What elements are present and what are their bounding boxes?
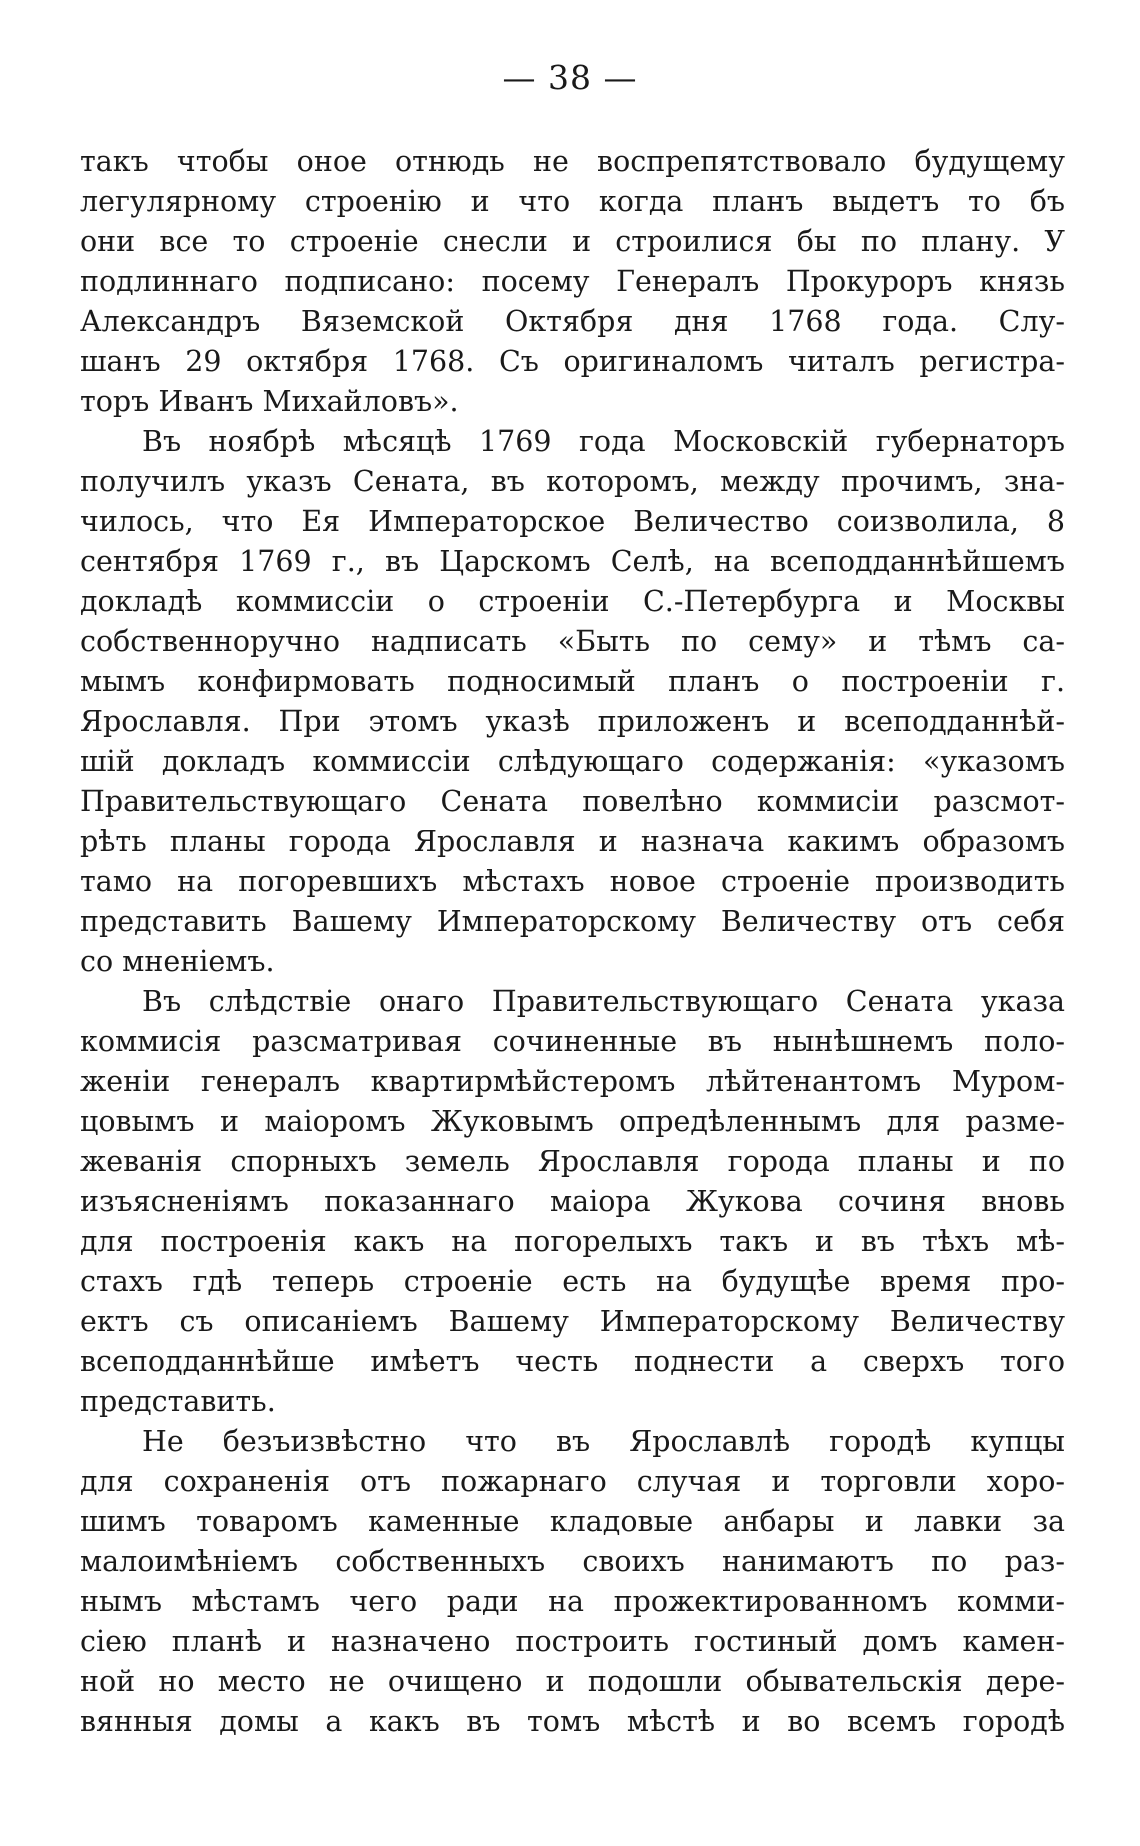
text-line: легулярному строенію и что когда планъ выдетъ то бъ [80, 185, 1065, 218]
text-line: получилъ указъ Сената, въ которомъ, между прочимъ, зна- [80, 465, 1065, 498]
text-line: Въ слѣдствіе онаго Правительствующаго Сената указа [142, 985, 1065, 1018]
paragraph-2 [80, 422, 1065, 982]
text-line: для построенія какъ на погорелыхъ такъ и въ тѣхъ мѣ- [80, 1225, 1065, 1258]
text-line: сіею планѣ и назначено построить гостиный домъ камен- [80, 1625, 1065, 1658]
text-line: Александръ Вяземской Октября дня 1768 года. Слу- [80, 305, 1065, 338]
text-line: они все то строеніе снесли и строилися бы по плану. У [80, 225, 1065, 258]
paragraph-1 [80, 142, 1065, 422]
text-line: докладѣ коммиссіи о строеніи С.-Петербурга и Москвы [80, 585, 1065, 618]
text-line: вянныя домы а какъ въ томъ мѣстѣ и во всемъ городѣ [80, 1705, 1065, 1738]
text-line: для сохраненія отъ пожарнаго случая и торговли хоро- [80, 1465, 1065, 1498]
text-line: ной но место не очищено и подошли обывательскія дере- [80, 1665, 1065, 1698]
text-line: такъ чтобы оное отнюдь не воспрепятствовало будущему [80, 145, 1065, 178]
text-line: Въ ноябрѣ мѣсяцѣ 1769 года Московскій губернаторъ [142, 425, 1065, 458]
text-line: шій докладъ коммиссіи слѣдующаго содержанія: «указомъ [80, 745, 1065, 778]
text-line: чилось, что Ея Императорское Величество соизволила, 8 [80, 505, 1065, 538]
body-text [80, 142, 1065, 1742]
text-line: Ярославля. При этомъ указѣ приложенъ и всеподданнѣй- [80, 705, 1065, 738]
text-line: Правительствующаго Сената повелѣно коммисіи разсмот- [80, 785, 1065, 818]
text-line: подлиннаго подписано: посему Генералъ Прокуроръ князь [80, 265, 1065, 298]
text-line: Не безъизвѣстно что въ Ярославлѣ городѣ купцы [142, 1425, 1065, 1458]
page-number: — 38 — [502, 58, 638, 97]
text-line: рѣть планы города Ярославля и назнача какимъ образомъ [80, 825, 1065, 858]
text-line: собственноручно надписать «Быть по сему» и тѣмъ са- [80, 625, 1065, 658]
text-line: шимъ товаромъ каменные кладовые анбары и лавки за [80, 1505, 1065, 1538]
text-line: цовымъ и маіоромъ Жуковымъ опредѣленнымъ для разме- [80, 1105, 1065, 1138]
text-line: торъ Иванъ Михайловъ». [80, 385, 459, 418]
text-line: представить Вашему Императорскому Величеству отъ себя [80, 905, 1065, 938]
text-line: женіи генералъ квартирмѣйстеромъ лѣйтенантомъ Муром- [80, 1065, 1065, 1098]
text-line: шанъ 29 октября 1768. Съ оригиналомъ читалъ регистра- [80, 345, 1065, 378]
text-line: нымъ мѣстамъ чего ради на прожектированномъ комми- [80, 1585, 1065, 1618]
text-line: представить. [80, 1385, 276, 1418]
text-line: стахъ гдѣ теперь строеніе есть на будущѣе время про- [80, 1265, 1065, 1298]
paragraph-3 [80, 982, 1065, 1422]
text-line: малоимѣніемъ собственныхъ своихъ нанимаютъ по раз- [80, 1545, 1065, 1578]
text-line: всеподданнѣйше имѣетъ честь поднести а сверхъ того [80, 1345, 1065, 1378]
paragraph-4 [80, 1422, 1065, 1742]
text-line: коммисія разсматривая сочиненные въ нынѣшнемъ поло- [80, 1025, 1065, 1058]
text-line: со мненіемъ. [80, 945, 275, 978]
text-line: жеванія спорныхъ земель Ярославля города планы и по [80, 1145, 1065, 1178]
text-line: сентября 1769 г., въ Царскомъ Селѣ, на всеподданнѣйшемъ [80, 545, 1065, 578]
text-line: ектъ съ описаніемъ Вашему Императорскому Величеству [80, 1305, 1065, 1338]
text-line: мымъ конфирмовать подносимый планъ о построеніи г. [80, 665, 1065, 698]
text-line: тамо на погоревшихъ мѣстахъ новое строеніе производить [80, 865, 1065, 898]
text-line: изъясненіямъ показаннаго маіора Жукова сочиня вновь [80, 1185, 1065, 1218]
